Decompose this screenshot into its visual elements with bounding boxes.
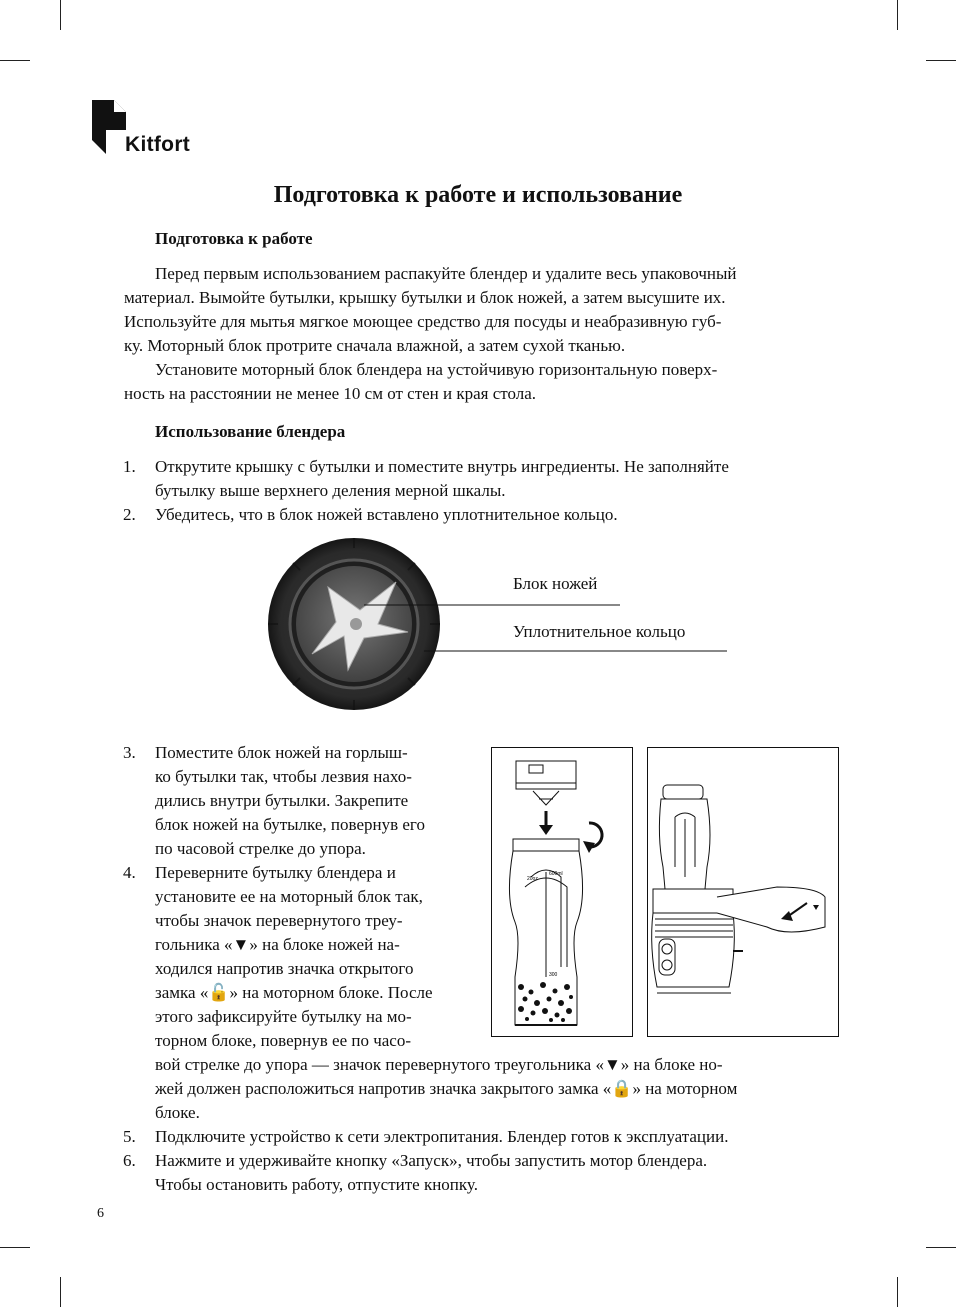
- step-3-text: блок ножей на бутылке, повернув его: [155, 815, 425, 834]
- step-number: 3.: [123, 743, 136, 762]
- step-4-text: жей должен расположиться напротив значка закрытого замка «🔒» на моторном: [155, 1079, 738, 1098]
- text-line: Установите моторный блок блендера на устойчивую горизонтальную поверх-: [155, 360, 718, 379]
- step-number: 6.: [123, 1151, 136, 1170]
- step-3-text: дились внутри бутылки. Закрепите: [155, 791, 409, 810]
- section-heading-use: Использование блендера: [155, 422, 346, 441]
- crop-mark: [60, 1277, 61, 1307]
- step-number: 5.: [123, 1127, 136, 1146]
- crop-mark: [926, 1247, 956, 1248]
- scale-label: 300: [549, 972, 558, 978]
- step-4-text: этого зафиксируйте бутылку на мо-: [155, 1007, 412, 1026]
- step-4-text: блоке.: [155, 1103, 200, 1122]
- step-4-text: установите ее на моторный блок так,: [155, 887, 423, 906]
- text-line: Перед первым использованием распакуйте блендер и удалите весь упаковочный: [155, 264, 737, 283]
- step-6-text: Чтобы остановить работу, отпустите кнопку.: [155, 1175, 478, 1194]
- step-4-text: гольника «▼» на блоке ножей на-: [155, 935, 400, 954]
- step-3-text: ко бутылки так, чтобы лезвия нахо-: [155, 767, 412, 786]
- step-6-text: Нажмите и удерживайте кнопку «Запуск», чтобы запустить мотор блендера.: [155, 1151, 708, 1170]
- page-number: 6: [97, 1206, 104, 1221]
- scale-label: 20oz: [527, 876, 538, 882]
- step-4-text: замка «🔓» на моторном блоке. После: [155, 983, 433, 1002]
- text-line: материал. Вымойте бутылки, крышку бутылки и блок ножей, а затем высушите их.: [124, 288, 726, 307]
- text-line: ку. Моторный блок протрите сначала влажной, а затем сухой тканью.: [124, 336, 626, 355]
- step-4-text: вой стрелке до упора — значок перевернутого треугольника «▼» на блоке но-: [155, 1055, 723, 1074]
- crop-mark: [0, 1247, 30, 1248]
- step-4-text: Переверните бутылку блендера и: [155, 863, 396, 882]
- motor-base-figure: [647, 747, 839, 1037]
- text-line: ность на расстоянии не менее 10 см от стен и края стола.: [124, 384, 537, 403]
- page-title: Подготовка к работе и использование: [273, 182, 683, 208]
- step-1-text: бутылку выше верхнего деления мерной шкалы.: [155, 481, 506, 500]
- crop-mark: [926, 60, 956, 61]
- step-4-text: торном блоке, повернув ее по часо-: [155, 1031, 412, 1050]
- crop-mark: [0, 60, 30, 61]
- step-2-text: Убедитесь, что в блок ножей вставлено уплотнительное кольцо.: [155, 505, 618, 524]
- crop-mark: [897, 0, 898, 30]
- brand-name: Kitfort: [125, 133, 191, 156]
- step-5-text: Подключите устройство к сети электропитания. Блендер готов к эксплуатации.: [155, 1127, 729, 1146]
- scale-label: 600ml: [549, 871, 563, 877]
- step-3-text: Поместите блок ножей на горлыш-: [155, 743, 408, 762]
- kitfort-logo-icon: [92, 100, 128, 154]
- step-number: 4.: [123, 863, 136, 882]
- step-3-text: по часовой стрелке до упора.: [155, 839, 366, 858]
- step-number: 1.: [123, 457, 136, 476]
- callout-sealing-ring: Уплотнительное кольцо: [513, 622, 686, 641]
- step-4-text: ходился напротив значка открытого: [155, 959, 414, 978]
- step-1-text: Открутите крышку с бутылки и поместите внутрь ингредиенты. Не заполняйте: [155, 457, 729, 476]
- text-line: Используйте для мытья мягкое моющее средство для посуды и неабразивную губ-: [124, 312, 722, 331]
- bottle-assembly-figure: [491, 747, 633, 1037]
- brand-logo: [92, 100, 128, 159]
- step-number: 2.: [123, 505, 136, 524]
- callout-blade-block: Блок ножей: [513, 574, 598, 593]
- step-4-text: чтобы значок перевернутого треу-: [155, 911, 403, 930]
- crop-mark: [60, 0, 61, 30]
- section-heading-prep: Подготовка к работе: [155, 229, 313, 248]
- crop-mark: [897, 1277, 898, 1307]
